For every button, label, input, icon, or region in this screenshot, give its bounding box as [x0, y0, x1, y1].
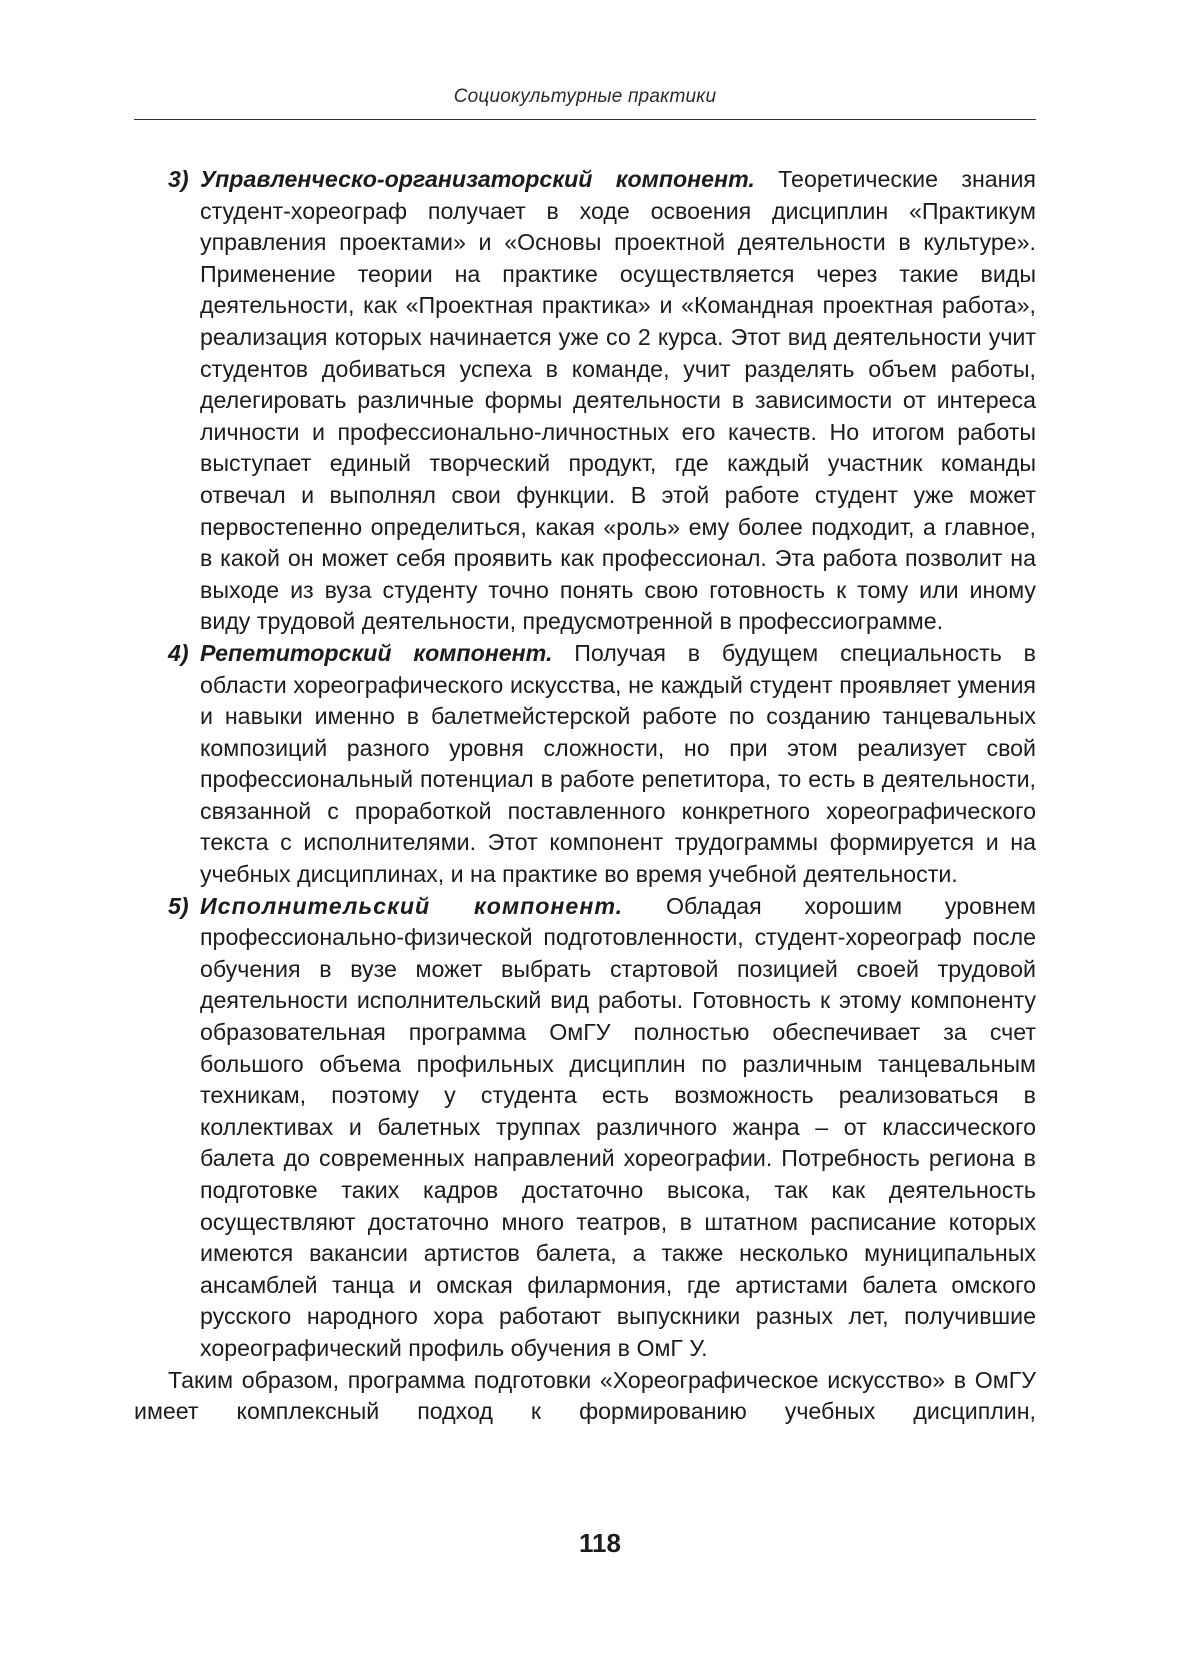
list-item-term: Исполнительский компонент. — [200, 892, 624, 919]
page-number: 118 — [579, 1528, 621, 1558]
list-item-number: 3) — [168, 166, 189, 192]
list-item-number: 4) — [168, 639, 189, 666]
list-item-text: Обладая хорошим уровнем профессионально-физической подготовленности, студент-хореограф после обучения в вузе может выбрать стартовой позицией своей трудовой деятельности исполнительский вид работы. Готовность к этому компоненту образовательная программа ОмГУ полностью обеспечивает за счет большого объема профильных дисциплин по различным танцевальным техникам, поэтому у студента есть возможность реализоваться в коллективах и балетных труппах различного жанра – от классического балета до современных направлений хореографии. Потребность региона в подготовке таких кадров достаточно высока, так как деятельность осуществляют достаточно много театров, в штатном расписание которых имеются вакансии артистов балета, а также несколько муниципальных ансамблей танца и омская филармония, где артистами балета омского русского народного хора работают выпускники разных лет, получившие хореографический профиль обучения в ОмГ У. — [200, 892, 1036, 1361]
list-item-term: Репетиторский компонент. — [200, 639, 553, 666]
list-item-text: Теоретические знания студент-хореограф получает в ходе освоения дисциплин «Практикум управления проектами» и «Основы проектной деятельности в культуре». Применение теории на практике осуществляется через такие виды деятельности, как «Проектная практика» и «Командная проектная работа», реализация которых начинается уже со 2 курса. Этот вид деятельности учит студентов добиваться успеха в команде, учит разделять объем работы, делегировать различные формы деятельности в зависимости от интереса личности и профессионально-личностных его качеств. Но итогом работы выступает единый творческий продукт, где каждый участник команды отвечал и выполнял свои функции. В этой работе студент уже может первостепенно определиться, какая «роль» ему более подходит, а главное, в какой он может себя проявить как профессионал. Эта работа позволит на выходе из вуза студенту точно понять свою готовность к тому или иному виду трудовой деятельности, предусмотренной в профессиограмме. — [200, 166, 1036, 635]
list-item-tutor-component — [134, 638, 1036, 891]
list-item-text: Получая в будущем специальность в области хореографического искусства, не каждый студент проявляет умения и навыки именно в балетмейстерской работе по созданию танцевальных композиций разного уровня сложности, но при этом реализует свой профессиональный потенциал в работе репетитора, то есть в деятельности, связанной с проработкой поставленного конкретного хореографического текста с исполнителями. Этот компонент трудограммы формируется и на учебных дисциплинах, и на практике во время учебной деятельности. — [200, 639, 1036, 888]
page-body — [134, 164, 1036, 1428]
list-item-number: 5) — [168, 892, 189, 919]
list-item-management-component — [134, 164, 1036, 638]
running-header: Социокультурные практики — [453, 86, 717, 107]
list-item-term: Управленческо-организаторский компонент. — [200, 166, 755, 192]
closing-paragraph: Таким образом, программа подготовки «Хореографическое искусство» в ОмГУ имеет комплексный подход к формированию учебных дисциплин, — [134, 1366, 1036, 1425]
header-divider — [134, 119, 1036, 120]
list-item-performer-component — [134, 891, 1036, 1365]
